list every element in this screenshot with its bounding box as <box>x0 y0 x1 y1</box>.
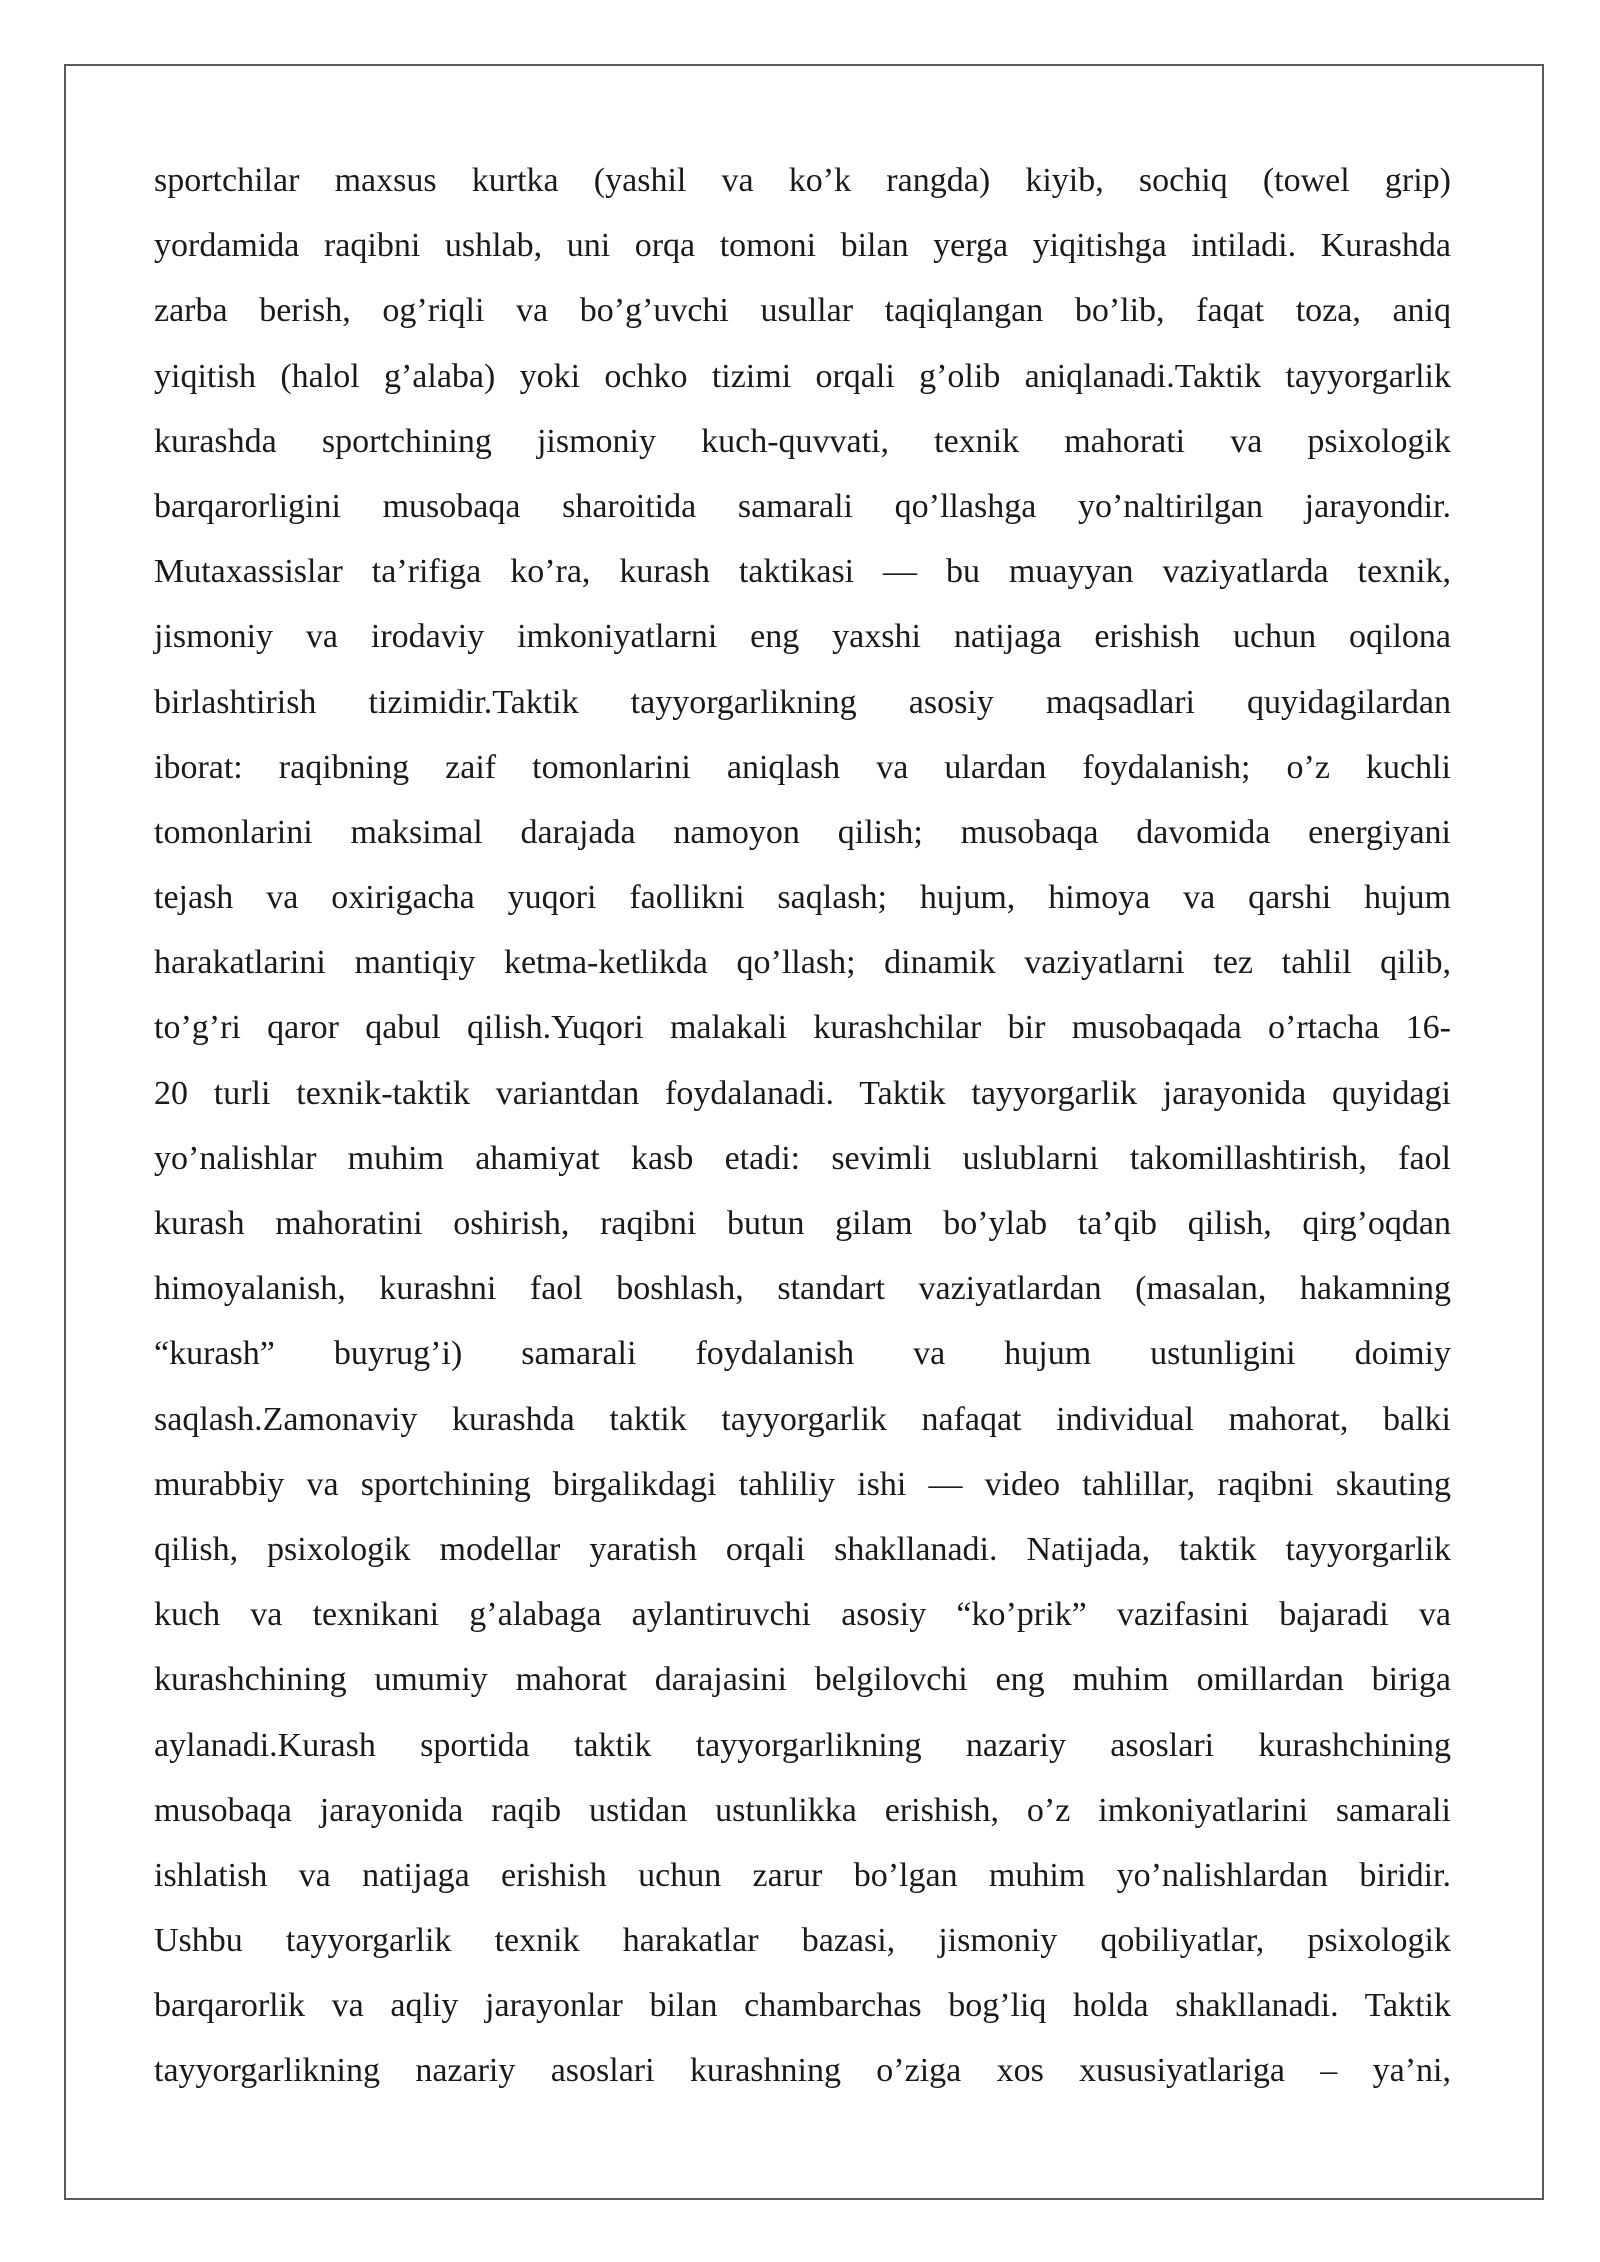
text-line: zarba berish, og’riqli va bo’g’uvchi usullar taqiqlangan bo’lib, faqat toza, aniq <box>154 292 1451 330</box>
text-line: yo’nalishlar muhim ahamiyat kasb etadi: sevimli uslublarni takomillashtirish, faol <box>154 1139 1451 1177</box>
text-line: Ushbu tayyorgarlik texnik harakatlar bazasi, jismoniy qobiliyatlar, psixologik <box>154 1922 1451 1960</box>
text-line: barqarorlik va aqliy jarayonlar bilan chambarchas bog’liq holda shakllanadi. Taktik <box>154 1987 1451 2025</box>
text-line: saqlash.Zamonaviy kurashda taktik tayyorgarlik nafaqat individual mahorat, balki <box>154 1400 1451 1438</box>
text-line: 20 turli texnik-taktik variantdan foydalanadi. Taktik tayyorgarlik jarayonida quyidagi <box>154 1074 1451 1112</box>
text-line: jismoniy va irodaviy imkoniyatlarni eng yaxshi natijaga erishish uchun oqilona <box>154 618 1451 656</box>
text-line: harakatlarini mantiqiy ketma-ketlikda qo’llash; dinamik vaziyatlarni tez tahlil qilib, <box>154 944 1451 982</box>
text-line: kurash mahoratini oshirish, raqibni butun gilam bo’ylab ta’qib qilish, qirg’oqdan <box>154 1205 1451 1242</box>
text-line: himoyalanish, kurashni faol boshlash, standart vaziyatlardan (masalan, hakamning <box>154 1270 1451 1308</box>
text-line: barqarorligini musobaqa sharoitida samarali qo’llashga yo’naltirilgan jarayondir. <box>154 487 1451 525</box>
text-line: iborat: raqibning zaif tomonlarini aniqlash va ulardan foydalanish; o’z kuchli <box>154 748 1451 786</box>
text-line: Mutaxassislar ta’rifiga ko’ra, kurash taktikasi — bu muayyan vaziyatlarda texnik, <box>154 553 1451 591</box>
text-line: to’g’ri qaror qabul qilish.Yuqori malakali kurashchilar bir musobaqada o’rtacha 16- <box>154 1009 1451 1047</box>
text-line: yiqitish (halol g’alaba) yoki ochko tizimi orqali g’olib aniqlanadi.Taktik tayyorgarlik <box>154 357 1451 395</box>
text-line: “kurash” buyrug’i) samarali foydalanish va hujum ustunligini doimiy <box>154 1335 1451 1373</box>
text-line: kurashchining umumiy mahorat darajasini belgilovchi eng muhim omillardan biriga <box>154 1661 1451 1699</box>
text-line: birlashtirish tizimidir.Taktik tayyorgarlikning asosiy maqsadlari quyidagilardan <box>154 683 1451 721</box>
text-line: tomonlarini maksimal darajada namoyon qilish; musobaqa davomida energiyani <box>154 813 1451 851</box>
text-line: kuch va texnikani g’alabaga aylantiruvchi asosiy “ko’prik” vazifasini bajaradi va <box>154 1596 1451 1634</box>
text-line: musobaqa jarayonida raqib ustidan ustunlikka erishish, o’z imkoniyatlarini samarali <box>154 1791 1451 1829</box>
text-line: murabbiy va sportchining birgalikdagi tahliliy ishi — video tahlillar, raqibni skauting <box>154 1465 1451 1503</box>
text-line: tejash va oxirigacha yuqori faollikni saqlash; hujum, himoya va qarshi hujum <box>154 879 1451 917</box>
body-paragraph <box>154 148 1451 2104</box>
text-line: sportchilar maxsus kurtka (yashil va ko’k rangda) kiyib, sochiq (towel grip) <box>154 162 1451 199</box>
text-line: tayyorgarlikning nazariy asoslari kurashning o’ziga xos xususiyatlariga – ya’ni, <box>154 2052 1451 2090</box>
text-line: kurashda sportchining jismoniy kuch-quvvati, texnik mahorati va psixologik <box>154 422 1451 460</box>
text-line: qilish, psixologik modellar yaratish orqali shakllanadi. Natijada, taktik tayyorgarlik <box>154 1530 1451 1568</box>
text-line: ishlatish va natijaga erishish uchun zarur bo’lgan muhim yo’nalishlardan biridir. <box>154 1856 1451 1894</box>
text-line: aylanadi.Kurash sportida taktik tayyorgarlikning nazariy asoslari kurashchining <box>154 1726 1451 1764</box>
text-line: yordamida raqibni ushlab, uni orqa tomoni bilan yerga yiqitishga intiladi. Kurashda <box>154 227 1451 265</box>
